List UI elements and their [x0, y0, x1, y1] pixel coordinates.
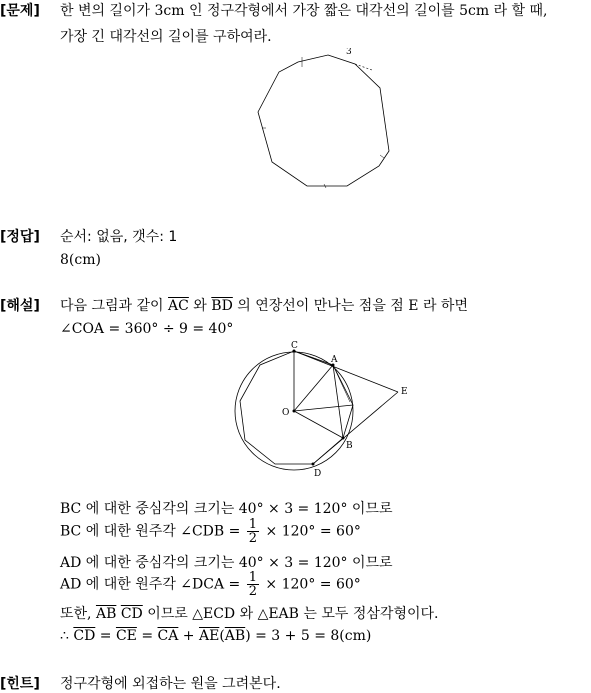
problem-line-2: 가장 긴 대각선의 길이를 구하여라.: [60, 29, 272, 45]
solution-step-6: ∴ $\overline{CD} = \overline{CE} = \overline{CA} + \overline{AE}(\overline{AB}) = 3 + 5 = 8(cm)$: [60, 628, 372, 644]
label-o: O: [282, 408, 290, 418]
answer-tag: [정답]: [0, 229, 40, 245]
solution-line-1: 다음 그림과 같이 $\overline{AC}$ 와 $\overline{BD}$ 의 연장선이 만나는 점을 점 E 라 하면: [60, 298, 468, 314]
solution-line-2: ∠COA = 360° ÷ 9 = 40°: [60, 321, 234, 337]
side-length-label: 3: [346, 48, 352, 57]
answer-line-2: 8(cm): [60, 252, 101, 268]
hint-line-1: 정구각형에 외접하는 원을 그려본다.: [60, 676, 281, 692]
solution-step-2: BC 에 대한 원주각 ∠CDB = $\frac{1}{2}$ × 120° = 60°: [60, 517, 361, 546]
nonagon-figure: [250, 48, 420, 193]
solution-step-1: BC 에 대한 중심각의 크기는 40° × 3 = 120° 이므로: [60, 501, 393, 517]
problem-tag: [문제]: [0, 3, 40, 19]
answer-line-1: 순서: 없음, 갯수: 1: [60, 229, 178, 245]
solution-step-5: 또한, $\overline{AB}$ $\overline{CD}$ 이므로 △ECD 와 △EAB 는 모두 정삼각형이다.: [60, 606, 439, 622]
circle-figure: [228, 338, 428, 483]
solution-step-4: AD 에 대한 원주각 ∠DCA = $\frac{1}{2}$ × 120° = 60°: [60, 570, 361, 599]
label-c: C: [291, 341, 298, 351]
label-a: A: [331, 355, 338, 365]
label-b: B: [346, 441, 353, 451]
solution-tag: [해설]: [0, 298, 40, 314]
label-e: E: [401, 387, 408, 397]
hint-tag: [힌트]: [0, 676, 40, 692]
label-d: D: [314, 469, 322, 479]
problem-line-1: 한 변의 길이가 3cm 인 정구각형에서 가장 짧은 대각선의 길이를 5cm 라 할 때,: [60, 3, 548, 19]
solution-step-3: AD 에 대한 중심각의 크기는 40° × 3 = 120° 이므로: [60, 555, 393, 571]
